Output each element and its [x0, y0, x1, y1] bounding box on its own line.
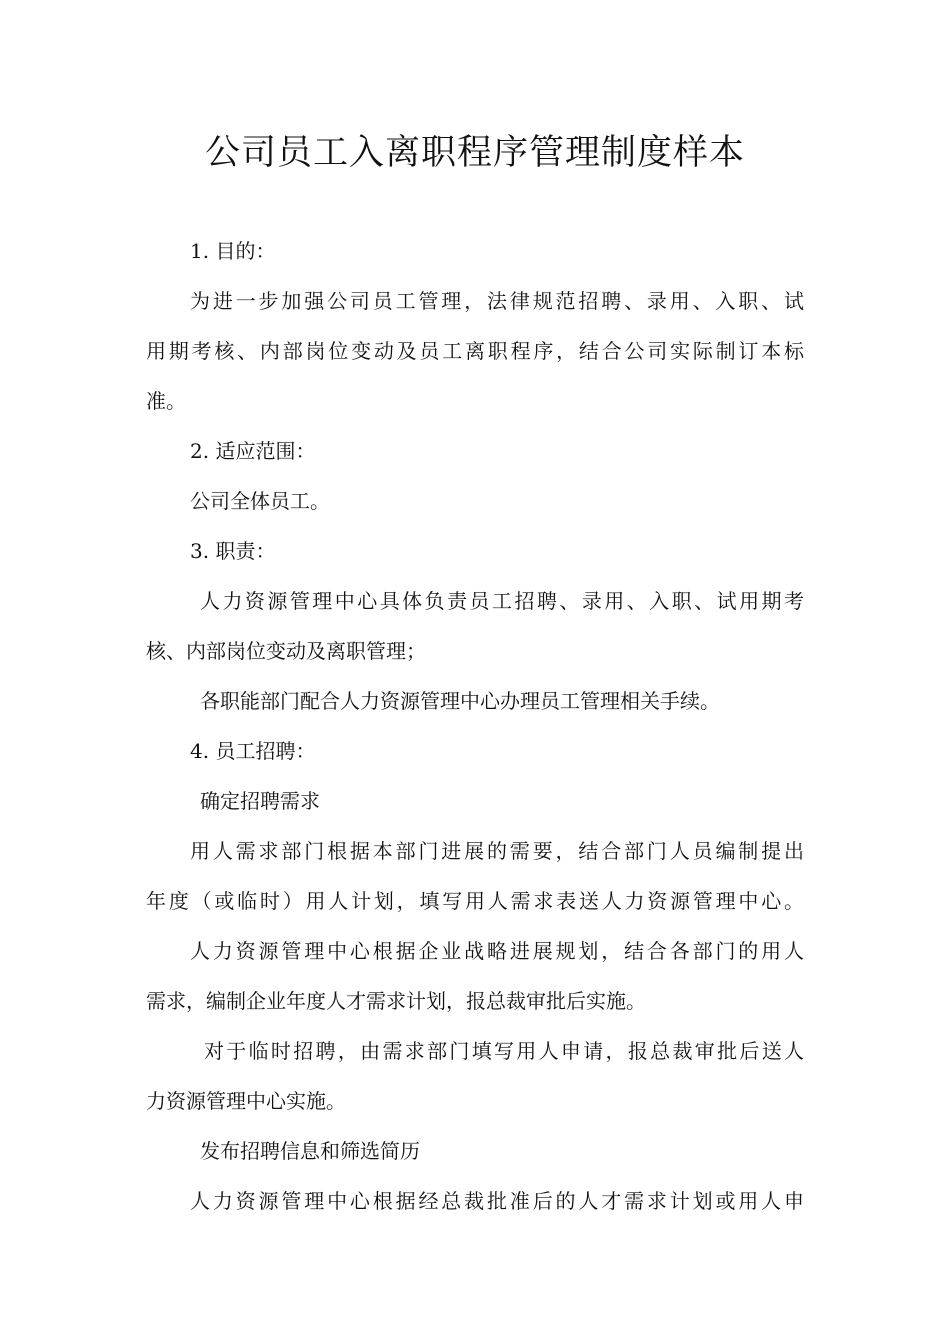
paragraph-line: 人力资源管理中心根据企业战略进展规划，结合各部门的用人 — [190, 939, 804, 963]
paragraph-line: 准。 — [146, 389, 186, 413]
paragraph-line: 核、内部岗位变动及离职管理； — [146, 639, 426, 663]
paragraph-line: 对于临时招聘，由需求部门填写用人申请，报总裁审批后送人 — [204, 1039, 804, 1063]
paragraph-line: 各职能部门配合人力资源管理中心办理员工管理相关手续。 — [200, 689, 720, 713]
paragraph-line: 用人需求部门根据本部门进展的需要，结合部门人员编制提出 — [190, 839, 804, 863]
subsection-heading: 确定招聘需求 — [200, 789, 320, 813]
subsection-heading: 发布招聘信息和筛选简历 — [200, 1139, 420, 1163]
paragraph-line: 人力资源管理中心根据经总裁批准后的人才需求计划或用人申 — [190, 1189, 804, 1213]
document-title: 公司员工入离职程序管理制度样本 — [204, 133, 745, 173]
section-heading-responsibilities: 3. 职责： — [190, 539, 276, 563]
section-heading-recruitment: 4. 员工招聘： — [190, 739, 316, 763]
section-heading-scope: 2. 适应范围： — [190, 439, 316, 463]
paragraph-line: 年度（或临时）用人计划，填写用人需求表送人力资源管理中心。 — [146, 889, 804, 913]
paragraph-line: 需求，编制企业年度人才需求计划，报总裁审批后实施。 — [146, 989, 646, 1013]
paragraph-line: 公司全体员工。 — [190, 489, 330, 513]
paragraph-line: 人力资源管理中心具体负责员工招聘、录用、入职、试用期考 — [200, 589, 804, 613]
section-heading-purpose: 1. 目的： — [190, 239, 276, 263]
paragraph-line: 力资源管理中心实施。 — [146, 1089, 346, 1113]
paragraph-line: 用期考核、内部岗位变动及员工离职程序，结合公司实际制订本标 — [146, 339, 804, 363]
paragraph-line: 为进一步加强公司员工管理，法律规范招聘、录用、入职、试 — [190, 289, 804, 313]
